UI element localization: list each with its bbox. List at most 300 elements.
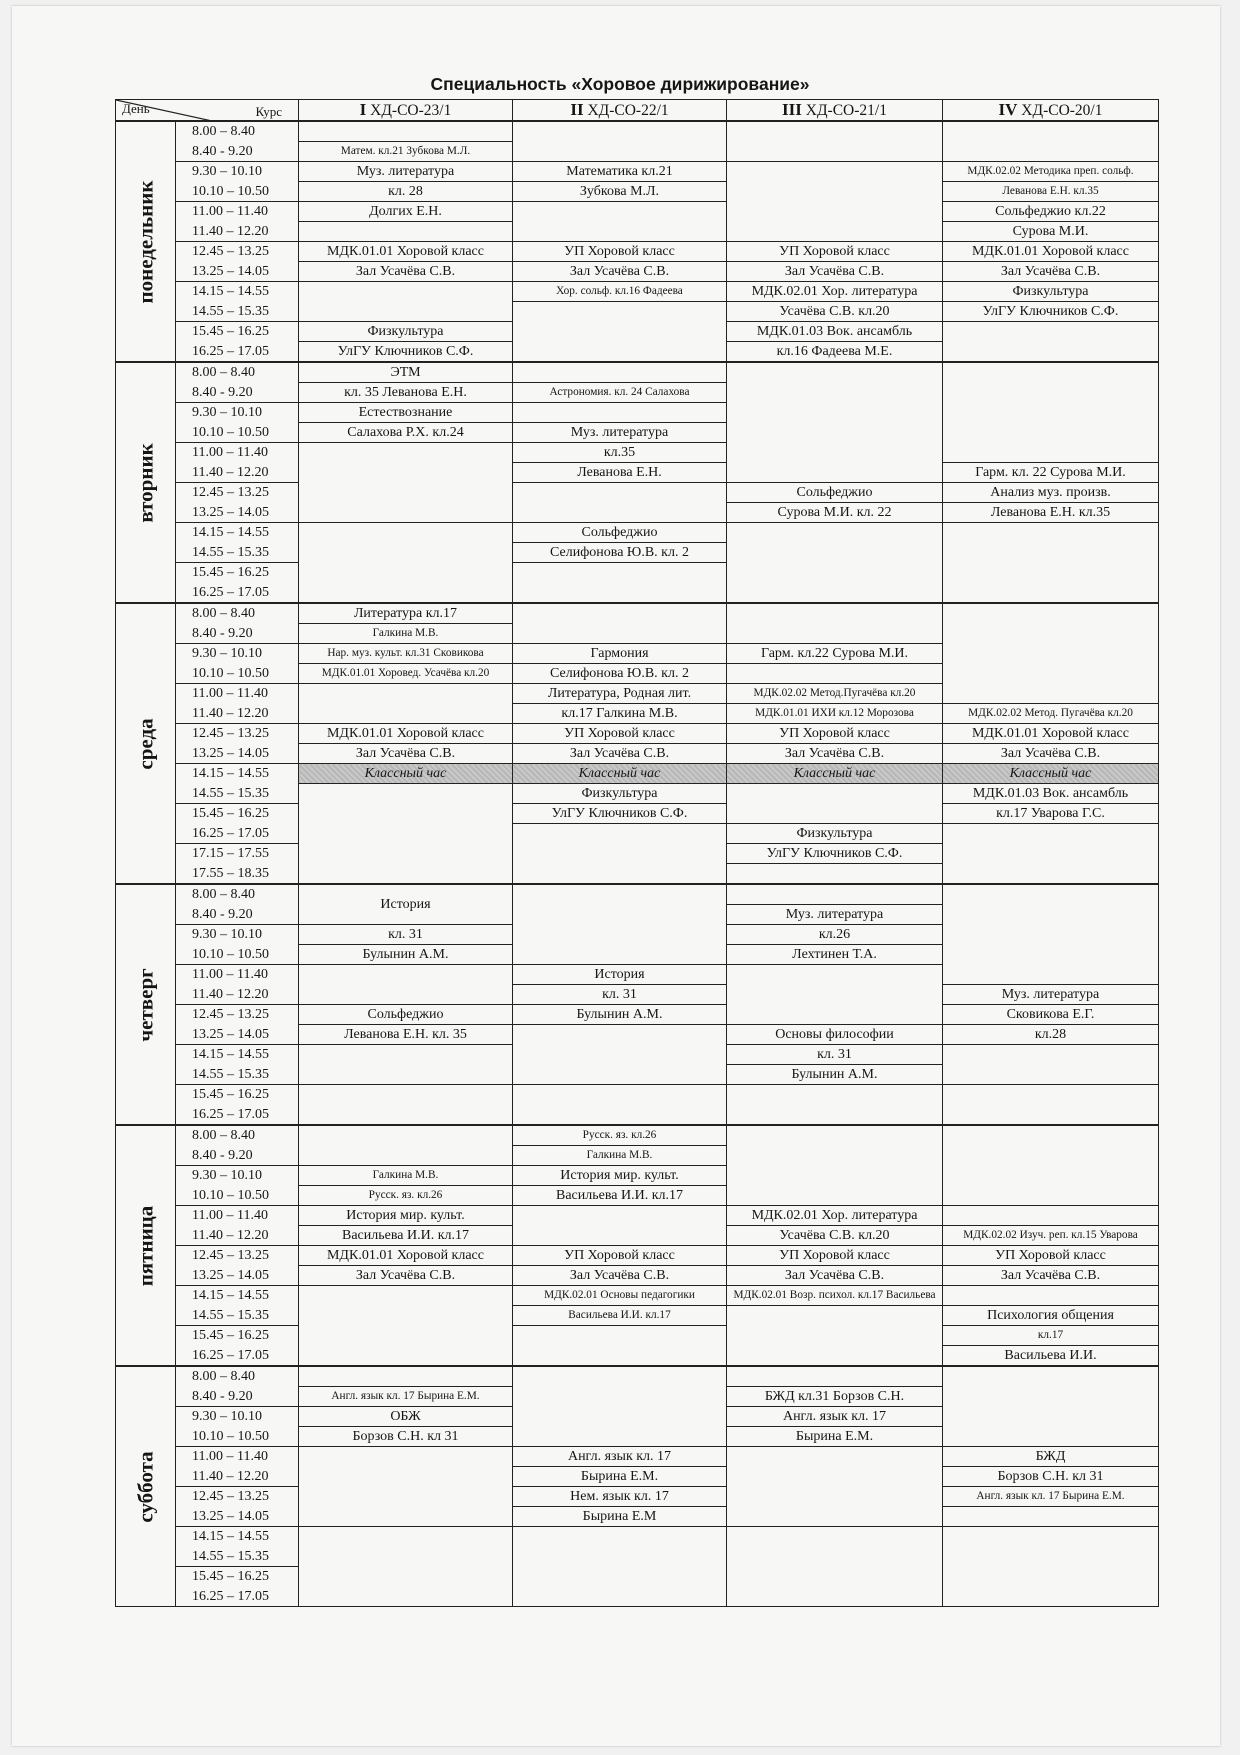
day-name: понедельник [133, 180, 157, 303]
time-row [116, 1326, 1159, 1346]
time-slot: 16.25 – 17.05 [176, 1105, 299, 1126]
time-row [116, 302, 1159, 322]
empty-cell [727, 784, 943, 824]
lesson-cell: УлГУ Ключников С.Ф. [727, 844, 943, 864]
lesson-cell: Астрономия. кл. 24 Салахова [513, 383, 727, 403]
lesson-cell: Зал Усачёва С.В. [299, 262, 513, 282]
lesson-cell: МДК.01.01 Хоровой класс [299, 1246, 513, 1266]
time-row [116, 483, 1159, 503]
day-cell [116, 1125, 176, 1366]
lesson-cell: Булынин А.М. [727, 1065, 943, 1085]
lesson-cell: Зал Усачёва С.В. [513, 262, 727, 282]
lesson-cell: Муз. литература [727, 905, 943, 925]
time-slot: 11.40 – 12.20 [176, 1226, 299, 1246]
lesson-cell: Англ. язык кл. 17 [513, 1447, 727, 1467]
lesson-cell: кл. 28 [299, 182, 513, 202]
time-slot: 9.30 – 10.10 [176, 1166, 299, 1186]
lesson-cell: Сурова М.И. [943, 222, 1159, 242]
lesson-cell: Усачёва С.В. кл.20 [727, 302, 943, 322]
lesson-cell: кл.26 [727, 925, 943, 945]
time-slot: 13.25 – 14.05 [176, 1266, 299, 1286]
lesson-cell: Нем. язык кл. 17 [513, 1487, 727, 1507]
time-slot: 15.45 – 16.25 [176, 1326, 299, 1346]
lesson-cell: Салахова Р.Х. кл.24 [299, 423, 513, 443]
time-slot: 8.40 - 9.20 [176, 142, 299, 162]
time-slot: 12.45 – 13.25 [176, 1005, 299, 1025]
lesson-cell: Зал Усачёва С.В. [513, 744, 727, 764]
time-row [116, 1085, 1159, 1105]
lesson-cell: Селифонова Ю.В. кл. 2 [513, 664, 727, 684]
time-row [116, 1206, 1159, 1226]
day-name: пятница [133, 1205, 157, 1286]
lesson-cell: Физкультура [943, 282, 1159, 302]
lesson-cell: МДК.01.01 ИХИ кл.12 Морозова [727, 704, 943, 724]
time-row [116, 362, 1159, 383]
lesson-cell: Селифонова Ю.В. кл. 2 [513, 543, 727, 563]
lesson-cell: Сольфеджио [727, 483, 943, 503]
time-slot: 10.10 – 10.50 [176, 664, 299, 684]
lesson-cell: кл. 35 Леванова Е.Н. [299, 383, 513, 403]
empty-cell [299, 1085, 513, 1126]
lesson-cell: ОБЖ [299, 1407, 513, 1427]
time-slot: 17.55 – 18.35 [176, 864, 299, 885]
lesson-cell: Нар. муз. культ. кл.31 Сковикова [299, 644, 513, 664]
lesson-cell: УП Хоровой класс [943, 1246, 1159, 1266]
lesson-cell: Русск. яз. кл.26 [299, 1186, 513, 1206]
lesson-cell: Англ. язык кл. 17 [727, 1407, 943, 1427]
time-slot: 11.00 – 11.40 [176, 443, 299, 463]
lesson-cell: МДК.01.03 Вок. ансамбль [943, 784, 1159, 804]
time-row [116, 1306, 1159, 1326]
lesson-cell: Бырина Е.М. [513, 1467, 727, 1487]
lesson-cell: Леванова Е.Н. кл.35 [943, 182, 1159, 202]
day-cell [116, 603, 176, 884]
time-slot: 10.10 – 10.50 [176, 182, 299, 202]
lesson-cell: Бырина Е.М [513, 1507, 727, 1527]
empty-cell [727, 1085, 943, 1126]
lesson-cell: Галкина М.В. [299, 624, 513, 644]
time-slot: 11.40 – 12.20 [176, 704, 299, 724]
time-row [116, 744, 1159, 764]
schedule-body [116, 121, 1159, 1607]
empty-cell [943, 523, 1159, 604]
time-row [116, 1266, 1159, 1286]
lesson-cell: МДК.01.01 Хоровед. Усачёва кл.20 [299, 664, 513, 684]
lesson-cell: МДК.01.01 Хоровой класс [299, 724, 513, 744]
empty-cell [513, 563, 727, 604]
time-slot: 8.00 – 8.40 [176, 1366, 299, 1387]
time-slot: 8.40 - 9.20 [176, 905, 299, 925]
day-name: вторник [133, 442, 157, 523]
schedule-table [115, 99, 1159, 1607]
lesson-cell: кл. 31 [299, 925, 513, 945]
empty-cell [513, 603, 727, 644]
empty-cell [727, 1306, 943, 1367]
time-slot: 14.55 – 15.35 [176, 543, 299, 563]
empty-cell [727, 864, 943, 885]
day-cell [116, 884, 176, 1125]
lesson-cell: УП Хоровой класс [727, 724, 943, 744]
time-slot: 15.45 – 16.25 [176, 563, 299, 583]
time-slot: 14.55 – 15.35 [176, 1306, 299, 1326]
time-slot: 16.25 – 17.05 [176, 342, 299, 363]
empty-cell [513, 1206, 727, 1246]
time-row [116, 1286, 1159, 1306]
lesson-cell: Зал Усачёва С.В. [299, 1266, 513, 1286]
time-slot: 9.30 – 10.10 [176, 644, 299, 664]
time-slot: 12.45 – 13.25 [176, 724, 299, 744]
lesson-cell: кл. 31 [513, 985, 727, 1005]
time-row [116, 262, 1159, 282]
lesson-cell: УП Хоровой класс [513, 1246, 727, 1266]
time-slot: 10.10 – 10.50 [176, 1186, 299, 1206]
time-row [116, 1467, 1159, 1487]
time-slot: 15.45 – 16.25 [176, 1085, 299, 1105]
lesson-cell: МДК.02.01 Хор. литература [727, 1206, 943, 1226]
time-row [116, 523, 1159, 543]
lesson-cell: Зал Усачёва С.В. [727, 262, 943, 282]
time-slot: 8.00 – 8.40 [176, 603, 299, 624]
lesson-cell: Долгих Е.Н. [299, 202, 513, 222]
time-slot: 11.40 – 12.20 [176, 985, 299, 1005]
group-header-2: II ХД-СО-22/1 [513, 100, 727, 122]
lesson-cell: БЖД [943, 1447, 1159, 1467]
lesson-cell: Галкина М.В. [513, 1146, 727, 1166]
time-slot: 16.25 – 17.05 [176, 1587, 299, 1607]
lesson-cell: Сковикова Е.Г. [943, 1005, 1159, 1025]
empty-cell [513, 884, 727, 965]
time-row [116, 1005, 1159, 1025]
lesson-cell: Зал Усачёва С.В. [727, 1266, 943, 1286]
lesson-cell: Математика кл.21 [513, 162, 727, 182]
time-row [116, 162, 1159, 182]
empty-cell [943, 1206, 1159, 1226]
time-slot: 17.15 – 17.55 [176, 844, 299, 864]
lesson-cell: МДК.01.01 Хоровой класс [943, 724, 1159, 744]
lesson-cell: Васильева И.И. кл.17 [513, 1186, 727, 1206]
time-row [116, 182, 1159, 202]
time-row [116, 463, 1159, 483]
empty-cell [299, 121, 513, 142]
time-slot: 14.15 – 14.55 [176, 764, 299, 784]
time-slot: 11.40 – 12.20 [176, 463, 299, 483]
lesson-cell: Сурова М.И. кл. 22 [727, 503, 943, 523]
empty-cell [299, 523, 513, 604]
time-row [116, 1366, 1159, 1387]
time-slot: 13.25 – 14.05 [176, 1507, 299, 1527]
lesson-cell: Васильева И.И. [943, 1346, 1159, 1367]
time-slot: 11.00 – 11.40 [176, 684, 299, 704]
time-row [116, 1507, 1159, 1527]
lesson-cell: Психология общения [943, 1306, 1159, 1326]
time-row [116, 824, 1159, 844]
time-slot: 8.40 - 9.20 [176, 624, 299, 644]
empty-cell [943, 1045, 1159, 1085]
empty-cell [727, 965, 943, 1025]
time-slot: 14.15 – 14.55 [176, 1286, 299, 1306]
lesson-cell: Борзов С.Н. кл 31 [943, 1467, 1159, 1487]
time-row [116, 603, 1159, 624]
lesson-cell: Муз. литература [299, 162, 513, 182]
lesson-cell: Борзов С.Н. кл 31 [299, 1427, 513, 1447]
lesson-cell: Физкультура [299, 322, 513, 342]
empty-cell [727, 162, 943, 242]
time-slot: 12.45 – 13.25 [176, 483, 299, 503]
time-slot: 8.40 - 9.20 [176, 1146, 299, 1166]
lesson-cell: Булынин А.М. [513, 1005, 727, 1025]
empty-cell [513, 302, 727, 363]
lesson-cell: Зал Усачёва С.В. [943, 1266, 1159, 1286]
lesson-cell: Основы философии [727, 1025, 943, 1045]
lesson-cell: Хор. сольф. кл.16 Фадеева [513, 282, 727, 302]
empty-cell [943, 1366, 1159, 1447]
time-row [116, 282, 1159, 302]
lesson-cell: МДК.02.02 Изуч. реп. кл.15 Уварова [943, 1226, 1159, 1246]
lesson-cell: кл.17 [943, 1326, 1159, 1346]
empty-cell [943, 1507, 1159, 1527]
empty-cell [943, 1286, 1159, 1306]
lesson-cell: МДК.02.01 Хор. литература [727, 282, 943, 302]
empty-cell [943, 1527, 1159, 1607]
empty-cell [513, 362, 727, 383]
lesson-cell: История [513, 965, 727, 985]
time-slot: 14.15 – 14.55 [176, 282, 299, 302]
lesson-cell: Сольфеджио [513, 523, 727, 543]
lesson-cell: МДК.02.01 Возр. психол. кл.17 Васильева [727, 1286, 943, 1306]
time-row [116, 704, 1159, 724]
time-slot: 13.25 – 14.05 [176, 262, 299, 282]
empty-cell [299, 443, 513, 523]
empty-cell [299, 282, 513, 322]
time-slot: 14.55 – 15.35 [176, 1065, 299, 1085]
empty-cell [513, 403, 727, 423]
time-slot: 9.30 – 10.10 [176, 925, 299, 945]
empty-cell [727, 1447, 943, 1527]
empty-cell [943, 322, 1159, 363]
time-slot: 16.25 – 17.05 [176, 583, 299, 604]
time-row [116, 242, 1159, 262]
lesson-cell: Зал Усачёва С.В. [943, 262, 1159, 282]
lesson-cell: УП Хоровой класс [727, 1246, 943, 1266]
time-row [116, 1447, 1159, 1467]
time-row [116, 724, 1159, 744]
empty-cell [299, 784, 513, 885]
corner-den-label: День [122, 101, 150, 116]
empty-cell [513, 1025, 727, 1085]
lesson-cell: Русск. яз. кл.26 [513, 1125, 727, 1146]
lesson-cell: УлГУ Ключников С.Ф. [513, 804, 727, 824]
lesson-cell: УП Хоровой класс [513, 724, 727, 744]
lesson-cell: Леванова Е.Н. кл. 35 [299, 1025, 513, 1045]
time-row [116, 784, 1159, 804]
lesson-cell: МДК.02.02 Метод.Пугачёва кл.20 [727, 684, 943, 704]
empty-cell [727, 121, 943, 162]
time-slot: 14.55 – 15.35 [176, 1547, 299, 1567]
time-slot: 13.25 – 14.05 [176, 1025, 299, 1045]
lesson-cell: Литература, Родная лит. [513, 684, 727, 704]
lesson-cell: УП Хоровой класс [513, 242, 727, 262]
empty-cell [727, 1125, 943, 1206]
time-slot: 14.55 – 15.35 [176, 302, 299, 322]
empty-cell [299, 1366, 513, 1387]
corner-cell [116, 100, 299, 122]
group-header-1: I ХД-СО-23/1 [299, 100, 513, 122]
lesson-cell: Анализ муз. произв. [943, 483, 1159, 503]
lesson-cell: Классный час [513, 764, 727, 784]
time-slot: 9.30 – 10.10 [176, 162, 299, 182]
empty-cell [727, 603, 943, 644]
empty-cell [299, 222, 513, 242]
lesson-cell: Гармония [513, 644, 727, 664]
time-slot: 14.15 – 14.55 [176, 1045, 299, 1065]
time-slot: 12.45 – 13.25 [176, 1246, 299, 1266]
time-slot: 11.00 – 11.40 [176, 202, 299, 222]
lesson-cell: УлГУ Ключников С.Ф. [943, 302, 1159, 322]
time-row [116, 202, 1159, 222]
time-slot: 11.40 – 12.20 [176, 1467, 299, 1487]
lesson-cell: Классный час [299, 764, 513, 784]
time-slot: 9.30 – 10.10 [176, 1407, 299, 1427]
header-row [116, 100, 1159, 122]
empty-cell [943, 603, 1159, 704]
lesson-cell: Физкультура [513, 784, 727, 804]
empty-cell [513, 1085, 727, 1126]
lesson-cell: Лехтинен Т.А. [727, 945, 943, 965]
lesson-cell: Матем. кл.21 Зубкова М.Л. [299, 142, 513, 162]
lesson-cell: Гарм. кл.22 Сурова М.И. [727, 644, 943, 664]
lesson-cell: Сольфеджио [299, 1005, 513, 1025]
time-slot: 14.15 – 14.55 [176, 523, 299, 543]
time-slot: 11.00 – 11.40 [176, 965, 299, 985]
time-row [116, 804, 1159, 824]
time-slot: 15.45 – 16.25 [176, 322, 299, 342]
time-row [116, 1527, 1159, 1547]
lesson-cell: Васильева И.И. кл.17 [513, 1306, 727, 1326]
group-header-3: III ХД-СО-21/1 [727, 100, 943, 122]
lesson-cell: Литература кл.17 [299, 603, 513, 624]
lesson-cell: МДК.01.03 Вок. ансамбль [727, 322, 943, 342]
lesson-cell: Гарм. кл. 22 Сурова М.И. [943, 463, 1159, 483]
lesson-cell: Англ. язык кл. 17 Бырина Е.М. [299, 1387, 513, 1407]
empty-cell [727, 523, 943, 604]
lesson-cell: кл.16 Фадеева М.Е. [727, 342, 943, 363]
day-cell [116, 1366, 176, 1607]
lesson-cell: Классный час [727, 764, 943, 784]
time-slot: 10.10 – 10.50 [176, 423, 299, 443]
lesson-cell: Англ. язык кл. 17 Бырина Е.М. [943, 1487, 1159, 1507]
lesson-cell: ЭТМ [299, 362, 513, 383]
empty-cell [727, 1527, 943, 1607]
time-row [116, 1487, 1159, 1507]
empty-cell [299, 684, 513, 724]
time-slot: 13.25 – 14.05 [176, 744, 299, 764]
lesson-cell: Физкультура [727, 824, 943, 844]
time-row [116, 1246, 1159, 1266]
day-name: суббота [133, 1450, 157, 1523]
lesson-cell: Зал Усачёва С.В. [513, 1266, 727, 1286]
time-row [116, 1125, 1159, 1146]
time-slot: 12.45 – 13.25 [176, 1487, 299, 1507]
time-row [116, 764, 1159, 784]
empty-cell [727, 362, 943, 483]
empty-cell [943, 1085, 1159, 1126]
time-slot: 11.00 – 11.40 [176, 1447, 299, 1467]
time-row [116, 1025, 1159, 1045]
empty-cell [727, 884, 943, 905]
time-slot: 14.15 – 14.55 [176, 1527, 299, 1547]
lesson-cell: Зал Усачёва С.В. [943, 744, 1159, 764]
lesson-cell: Муз. литература [513, 423, 727, 443]
time-slot: 8.00 – 8.40 [176, 1125, 299, 1146]
time-slot: 13.25 – 14.05 [176, 503, 299, 523]
lesson-cell: кл.17 Галкина М.В. [513, 704, 727, 724]
day-cell [116, 362, 176, 603]
time-slot: 12.45 – 13.25 [176, 242, 299, 262]
lesson-cell: История мир. культ. [299, 1206, 513, 1226]
time-row [116, 884, 1159, 905]
empty-cell [727, 1366, 943, 1387]
time-slot: 10.10 – 10.50 [176, 1427, 299, 1447]
lesson-cell: кл. 31 [727, 1045, 943, 1065]
day-cell [116, 121, 176, 362]
empty-cell [513, 1326, 727, 1367]
time-row [116, 985, 1159, 1005]
empty-cell [513, 121, 727, 162]
day-name: четверг [133, 967, 157, 1042]
lesson-cell: МДК.01.01 Хоровой класс [943, 242, 1159, 262]
lesson-cell: Бырина Е.М. [727, 1427, 943, 1447]
lesson-cell: Булынин А.М. [299, 945, 513, 965]
empty-cell [943, 121, 1159, 162]
lesson-cell: УлГУ Ключников С.Ф. [299, 342, 513, 363]
lesson-cell: Васильева И.И. кл.17 [299, 1226, 513, 1246]
lesson-cell: Зубкова М.Л. [513, 182, 727, 202]
empty-cell [513, 824, 727, 885]
empty-cell [513, 483, 727, 523]
empty-cell [943, 1125, 1159, 1206]
time-slot: 8.40 - 9.20 [176, 1387, 299, 1407]
time-slot: 14.55 – 15.35 [176, 784, 299, 804]
empty-cell [943, 884, 1159, 985]
empty-cell [513, 1527, 727, 1607]
page-title: Специальность «Хоровое дирижирование» [430, 74, 810, 94]
lesson-cell: кл.17 Уварова Г.С. [943, 804, 1159, 824]
lesson-cell: Зал Усачёва С.В. [299, 744, 513, 764]
time-slot: 8.00 – 8.40 [176, 362, 299, 383]
time-slot: 11.00 – 11.40 [176, 1206, 299, 1226]
lesson-cell: Классный час [943, 764, 1159, 784]
lesson-cell: Усачёва С.В. кл.20 [727, 1226, 943, 1246]
lesson-cell: Зал Усачёва С.В. [727, 744, 943, 764]
time-slot: 15.45 – 16.25 [176, 804, 299, 824]
lesson-cell: УП Хоровой класс [727, 242, 943, 262]
lesson-cell: История мир. культ. [513, 1166, 727, 1186]
empty-cell [727, 664, 943, 684]
empty-cell [513, 1366, 727, 1447]
lesson-cell: Естествознание [299, 403, 513, 423]
lesson-cell: МДК.02.01 Основы педагогики [513, 1286, 727, 1306]
empty-cell [299, 1286, 513, 1367]
time-row [116, 121, 1159, 142]
time-slot: 16.25 – 17.05 [176, 1346, 299, 1367]
empty-cell [299, 1125, 513, 1166]
empty-cell [299, 1527, 513, 1607]
time-slot: 10.10 – 10.50 [176, 945, 299, 965]
corner-kurs-label: Курс [255, 104, 282, 119]
lesson-cell: Галкина М.В. [299, 1166, 513, 1186]
time-slot: 8.00 – 8.40 [176, 121, 299, 142]
lesson-cell: МДК.01.01 Хоровой класс [299, 242, 513, 262]
